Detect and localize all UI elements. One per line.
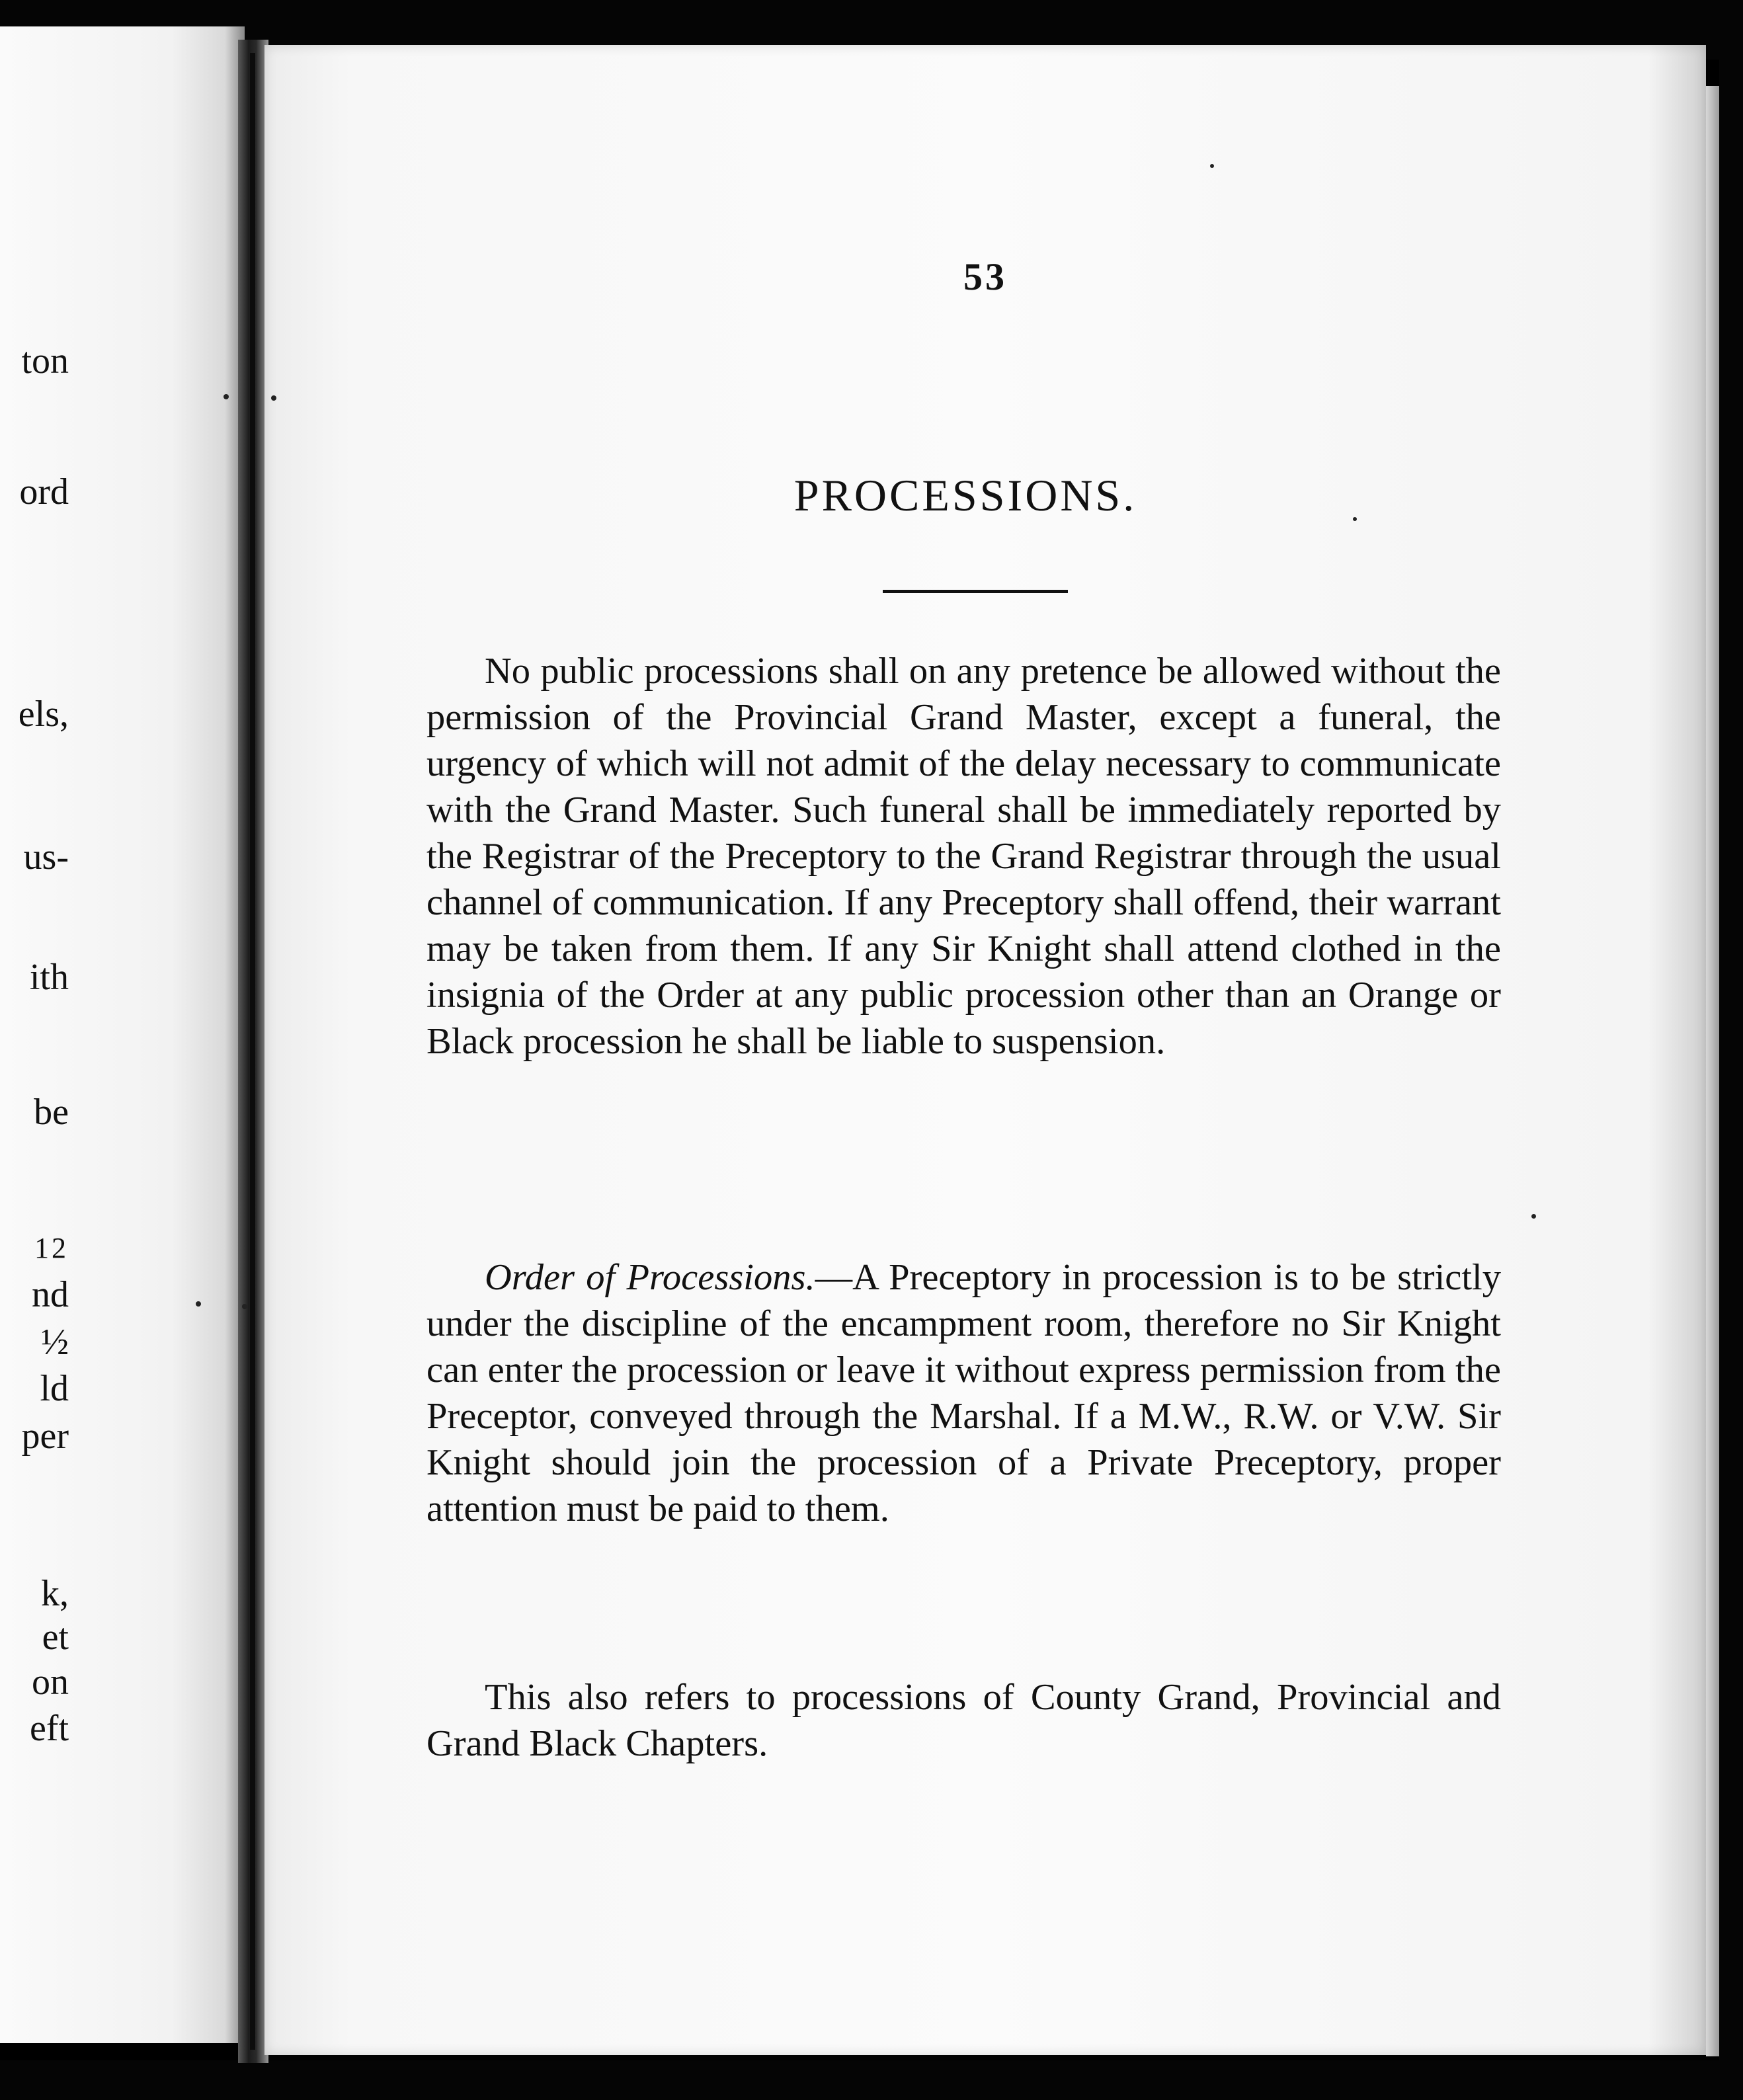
scan-speck [271,395,276,401]
facing-page [0,26,245,2043]
facing-page-text: nd [32,1274,69,1315]
page-title: PROCESSIONS. [793,470,1137,520]
facing-page-text: ld [40,1368,69,1409]
run-in-heading: Order of Processions. [485,1257,815,1298]
facing-page-text: eft [29,1708,69,1749]
facing-page-text: per [21,1416,69,1457]
facing-page-text: be [34,1092,69,1133]
scan-speck [223,394,229,399]
facing-page-text: ½ [41,1322,69,1363]
facing-page-text: ton [21,341,69,382]
paragraph-public-processions: No public processions shall on any pretence be allowed without the permission of the Provincial Grand Master, except a funeral, the urgency of which will not admit of the delay necessary to communicate with the Grand Master. Such funeral shall be immediately reported by the Registrar of the Preceptory to the Grand Registrar through the usual channel of communication. If any Preceptory shall offend, their warrant may be taken from them. If any Sir Knight shall attend clothed in the insignia of the Order at any public procession other than an Orange or Black procession he shall be liable to suspension. [426,651,1501,1062]
binding-thread [250,53,255,2050]
scan-speck [196,1301,201,1307]
facing-page-text: on [32,1662,69,1703]
paragraph-body: —A Preceptory in procession is to be strictly under the discipline of the encampment room, therefore no Sir Knight can enter the procession or leave it without express permission from the Preceptor, conveyed through the Marshal. If a M.W., R.W. or V.W. Sir Knight should join the procession of a Private Preceptory, proper attention must be paid to them. [426,1257,1501,1529]
scan-speck [1353,517,1357,521]
paragraph-black-chapters: This also refers to processions of County Grand, Provincial and Grand Black Chapters. [426,1677,1501,1764]
scan-border-right [1719,0,1743,2100]
page-edge [1706,86,1719,2056]
facing-page-text: et [42,1617,69,1658]
scan-border-bottom [0,2060,1743,2100]
facing-page-text: k, [41,1573,69,1614]
facing-page-text: ith [29,957,69,998]
facing-page-text: ord [19,471,69,512]
facing-page-text: us- [23,836,69,877]
title-rule [883,590,1068,593]
scan-speck [1531,1214,1536,1219]
scan-speck [1210,164,1214,168]
scan-speck [242,1304,247,1309]
page-number: 53 [963,255,1007,298]
facing-page-text: els, [18,694,69,735]
facing-page-text: 12 [34,1232,69,1264]
paragraph-order-of-processions [426,1254,1501,1532]
